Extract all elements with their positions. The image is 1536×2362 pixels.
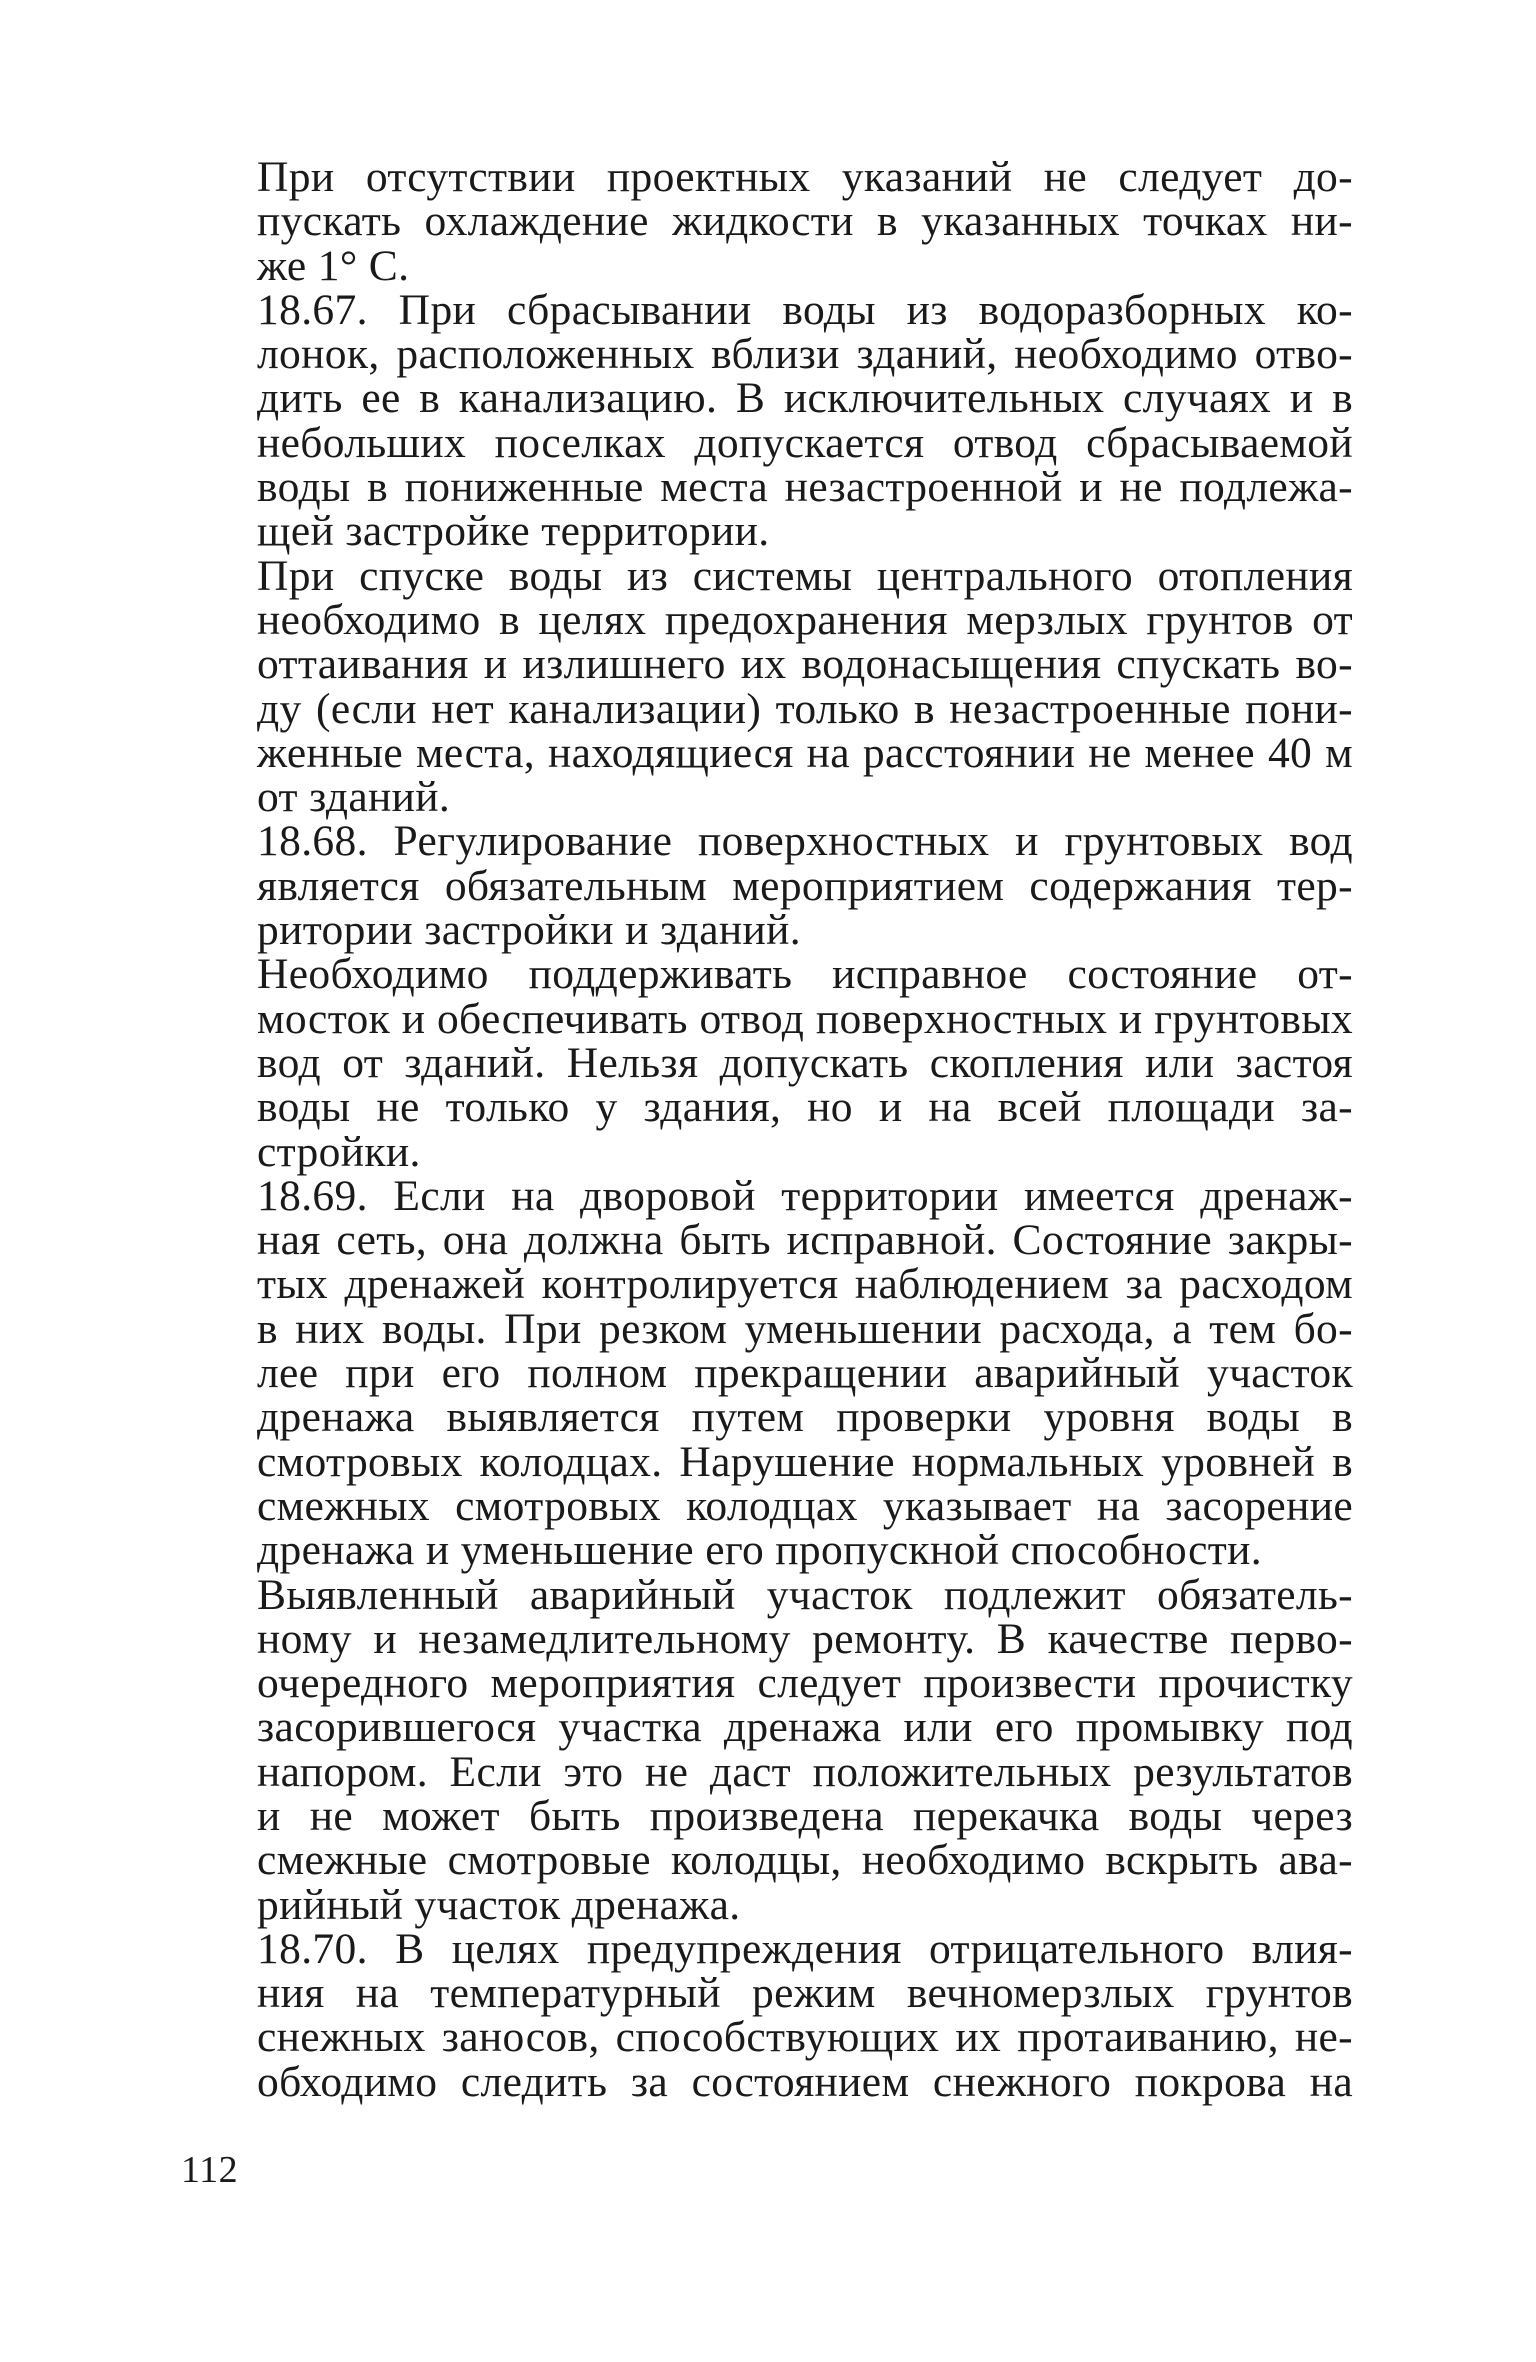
paragraph-p5 [181,950,1353,1176]
paragraph-p6 [181,1171,1353,1575]
paragraph-p1 [181,155,1353,288]
text-line: ния на температурный режим вечномерзлых грунтов [257,1969,1353,2018]
text-line: же 1° С. [257,241,410,290]
text-line: 18.68. Регулирование поверхностных и грунтовых вод [257,817,1353,866]
text-line: дить ее в канализацию. В исключительных случаях и в [257,374,1353,423]
text-line: небольших поселках допускается отвод сбрасываемой [257,418,1353,467]
body-text [181,155,1353,2104]
text-line: в них воды. При резком уменьшении расхода, а тем бо- [257,1304,1353,1353]
text-line: женные места, находящиеся на расстоянии не менее 40 м [257,728,1353,777]
text-line: ритории застройки и зданий. [257,906,801,955]
text-line: ному и незамедлительному ремонту. В качестве перво- [257,1614,1353,1663]
page-number: 112 [181,2149,239,2191]
text-line: смежные смотровые колодцы, необходимо вскрыть ава- [257,1836,1353,1885]
paragraph-p8 [181,1924,1353,2106]
text-line: тых дренажей контролируется наблюдением за расходом [257,1260,1353,1309]
text-line: стройки. [257,1127,421,1176]
text-line: смотровых колодцах. Нарушение нормальных уровней в [257,1437,1353,1486]
text-line: дренажа и уменьшение его пропускной способности. [257,1526,1262,1575]
text-line: Выявленный аварийный участок подлежит обязатель- [257,1570,1353,1619]
text-line: ная сеть, она должна быть исправной. Состояние закры- [257,1216,1353,1265]
text-line: мосток и обеспечивать отвод поверхностных и грунтовых [257,994,1353,1043]
text-line: воды не только у здания, но и на всей площади за- [257,1083,1353,1132]
text-line: ду (если нет канализации) только в незастроенные пони- [257,684,1353,733]
text-line: При спуске воды из системы центрального отопления [257,551,1353,600]
text-line: 18.67. При сбрасывании воды из водоразборных ко- [257,285,1353,334]
text-line: 18.70. В целях предупреждения отрицательного влия- [257,1924,1353,1973]
text-line: оттаивания и излишнего их водонасыщения спускать во- [257,640,1353,689]
text-line: и не может быть произведена перекачка воды через [257,1791,1353,1840]
text-line: смежных смотровых колодцах указывает на засорение [257,1481,1353,1530]
text-line: Необходимо поддерживать исправное состояние от- [257,950,1353,999]
text-line: 18.69. Если на дворовой территории имеется дренаж- [257,1171,1353,1220]
text-line: лонок, расположенных вблизи зданий, необходимо отво- [257,330,1353,379]
text-line: вод от зданий. Нельзя допускать скопления или застоя [257,1038,1353,1087]
text-line: необходимо в целях предохранения мерзлых грунтов от [257,595,1353,644]
paragraph-p3 [181,551,1353,822]
paragraph-p7 [181,1570,1353,1929]
text-line: является обязательным мероприятием содержания тер- [257,861,1353,910]
text-line: рийный участок дренажа. [257,1880,741,1929]
text-line: щей застройке территории. [257,507,770,556]
paragraph-p2 [181,285,1353,556]
text-line: засорившегося участка дренажа или его промывку под [257,1703,1353,1752]
text-line: обходимо следить за состоянием снежного покрова на [257,2057,1353,2106]
paragraph-p4 [181,817,1353,955]
text-line: воды в пониженные места незастроенной и не подлежа- [257,463,1353,512]
text-line: напором. Если это не даст положительных результатов [257,1747,1353,1796]
text-line: При отсутствии проектных указаний не следует до- [257,153,1353,201]
text-line: дренажа выявляется путем проверки уровня воды в [257,1393,1353,1442]
text-line: снежных заносов, способствующих их протаиванию, не- [257,2013,1353,2062]
text-line: пускать охлаждение жидкости в указанных точках ни- [257,197,1353,246]
text-line: очередного мероприятия следует произвести прочистку [257,1659,1353,1708]
text-line: от зданий. [257,773,451,822]
text-line: лее при его полном прекращении аварийный участок [257,1349,1353,1398]
